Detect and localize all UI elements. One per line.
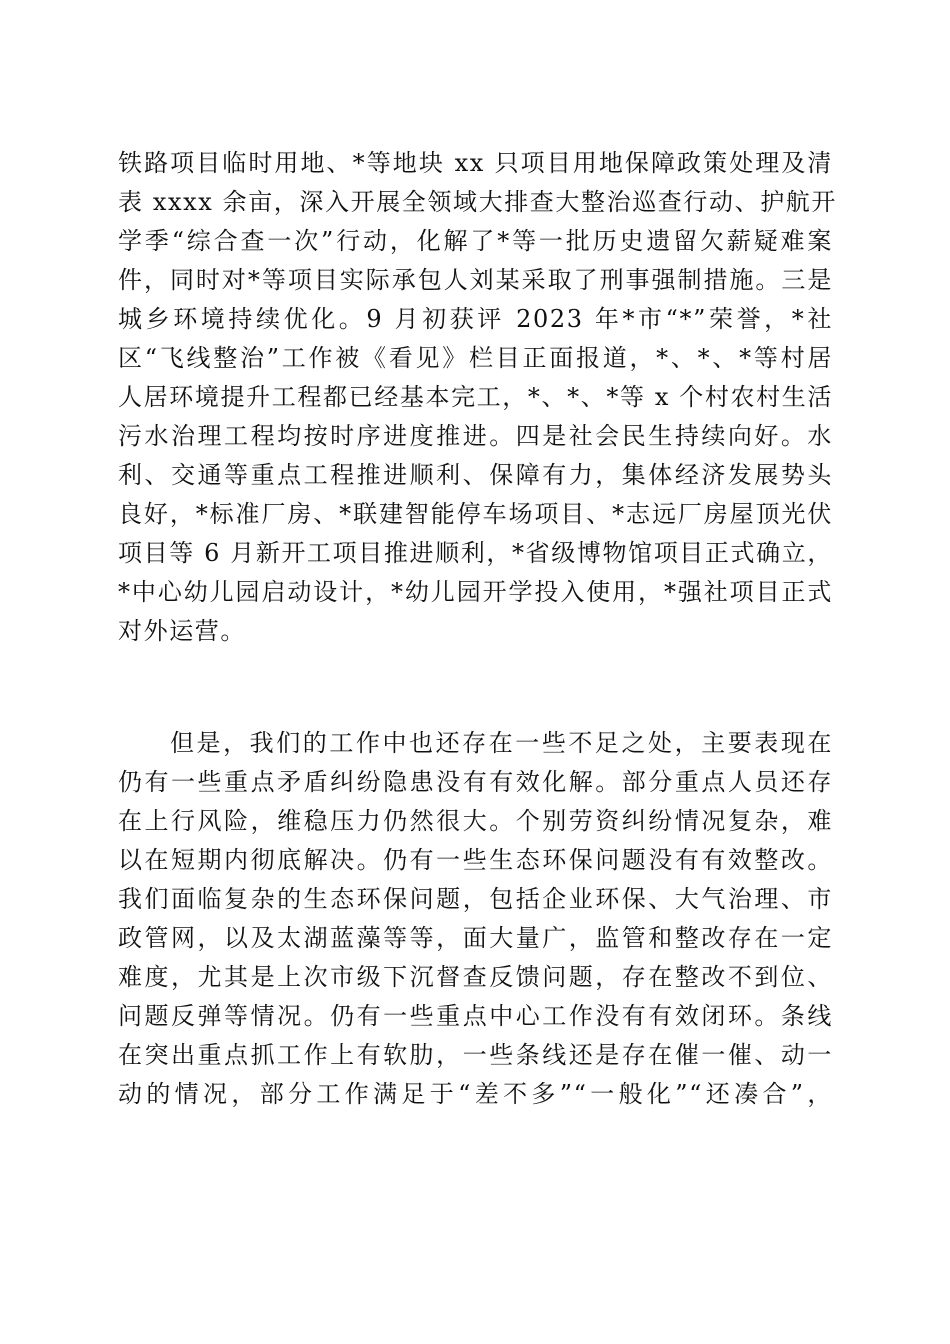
text-line: 政管网，以及太湖蓝藻等等，面大量广，监管和整改存在一定: [118, 924, 833, 952]
text-line: 人居环境提升工程都已经基本完工，*、*、*等 x 个村农村生活: [118, 383, 833, 411]
text-line: 问题反弹等情况。仍有一些重点中心工作没有有效闭环。条线: [118, 1002, 833, 1030]
text-line: 件，同时对*等项目实际承包人刘某采取了刑事强制措施。三是: [118, 266, 833, 294]
text-line: 但是，我们的工作中也还存在一些不足之处，主要表现在: [170, 729, 833, 757]
paragraph-2: [118, 724, 833, 1114]
text-line: 铁路项目临时用地、*等地块 xx 只项目用地保障政策处理及清: [118, 149, 833, 177]
text-line: 在上行风险，维稳压力仍然很大。个别劳资纠纷情况复杂，难: [118, 807, 833, 835]
text-line: 仍有一些重点矛盾纠纷隐患没有有效化解。部分重点人员还存: [118, 768, 833, 796]
text-line: 学季“综合查一次”行动，化解了*等一批历史遗留欠薪疑难案: [118, 227, 833, 255]
text-line: 在突出重点抓工作上有软肋，一些条线还是存在催一催、动一: [118, 1041, 833, 1069]
text-line: 利、交通等重点工程推进顺利、保障有力，集体经济发展势头: [118, 461, 833, 489]
text-line: 以在短期内彻底解决。仍有一些生态环保问题没有有效整改。: [118, 846, 833, 874]
text-line: 我们面临复杂的生态环保问题，包括企业环保、大气治理、市: [118, 885, 833, 913]
text-line: 良好，*标准厂房、*联建智能停车场项目、*志远厂房屋顶光伏: [118, 500, 833, 528]
text-line: 城乡环境持续优化。9 月初获评 2023 年*市“*”荣誉，*社: [118, 305, 833, 333]
paragraph-1: [118, 144, 837, 651]
text-line: 难度，尤其是上次市级下沉督查反馈问题，存在整改不到位、: [118, 963, 833, 991]
text-line: 动的情况，部分工作满足于“差不多”“一般化”“还凑合”，: [118, 1080, 833, 1108]
text-line: 对外运营。: [118, 617, 246, 645]
text-line: 表 xxxx 余亩，深入开展全领域大排查大整治巡查行动、护航开: [118, 188, 837, 216]
text-line: 污水治理工程均按时序进度推进。四是社会民生持续向好。水: [118, 422, 833, 450]
text-line: *中心幼儿园启动设计，*幼儿园开学投入使用，*强社项目正式: [118, 578, 833, 606]
text-line: 区“飞线整治”工作被《看见》栏目正面报道，*、*、*等村居: [118, 344, 833, 372]
text-line: 项目等 6 月新开工项目推进顺利，*省级博物馆项目正式确立，: [118, 539, 833, 567]
